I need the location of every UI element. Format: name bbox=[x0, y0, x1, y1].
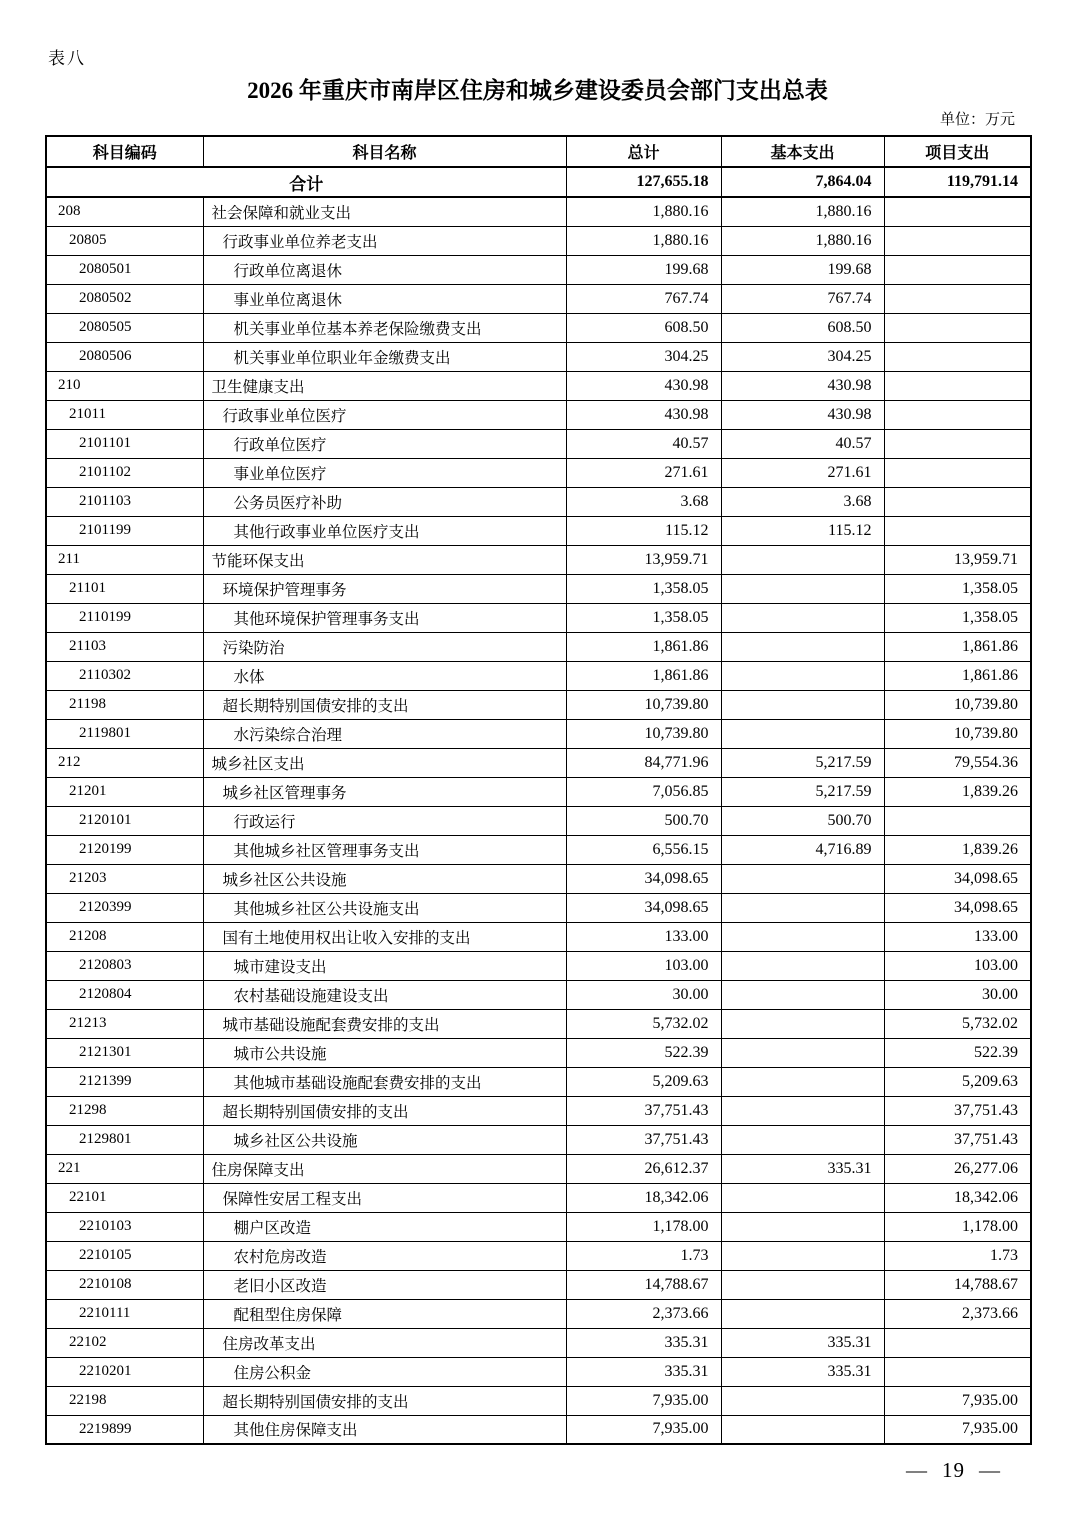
subject-code-cell: 21208 bbox=[46, 922, 203, 951]
total-value-cell: 335.31 bbox=[566, 1328, 721, 1357]
total-value-cell: 103.00 bbox=[566, 951, 721, 980]
project-value-cell: 34,098.65 bbox=[884, 893, 1031, 922]
total-value-cell: 37,751.43 bbox=[566, 1096, 721, 1125]
project-value-cell: 103.00 bbox=[884, 951, 1031, 980]
table-row bbox=[46, 400, 1031, 429]
project-value-cell bbox=[884, 458, 1031, 487]
basic-value-cell bbox=[721, 690, 884, 719]
basic-value-cell bbox=[721, 951, 884, 980]
total-value-cell: 13,959.71 bbox=[566, 545, 721, 574]
subject-code-cell: 211 bbox=[46, 545, 203, 574]
total-value-cell: 271.61 bbox=[566, 458, 721, 487]
basic-value-cell: 335.31 bbox=[721, 1154, 884, 1183]
subject-name-cell: 超长期特别国债安排的支出 bbox=[203, 690, 566, 719]
total-value-cell: 7,935.00 bbox=[566, 1386, 721, 1415]
subject-name-cell: 公务员医疗补助 bbox=[203, 487, 566, 516]
table-row bbox=[46, 371, 1031, 400]
subject-code-cell: 2101101 bbox=[46, 429, 203, 458]
basic-value-cell bbox=[721, 661, 884, 690]
total-value-cell: 34,098.65 bbox=[566, 864, 721, 893]
basic-value-cell bbox=[721, 1212, 884, 1241]
subject-name-cell: 社会保障和就业支出 bbox=[203, 197, 566, 226]
project-value-cell: 7,935.00 bbox=[884, 1386, 1031, 1415]
column-header-project: 项目支出 bbox=[884, 136, 1031, 167]
subject-name-cell: 其他城乡社区公共设施支出 bbox=[203, 893, 566, 922]
column-header-total: 总计 bbox=[566, 136, 721, 167]
project-value-cell: 133.00 bbox=[884, 922, 1031, 951]
project-value-cell bbox=[884, 516, 1031, 545]
project-value-cell bbox=[884, 400, 1031, 429]
total-value-cell: 10,739.80 bbox=[566, 719, 721, 748]
basic-value-cell bbox=[721, 922, 884, 951]
table-row bbox=[46, 574, 1031, 603]
total-value-cell: 2,373.66 bbox=[566, 1299, 721, 1328]
unit-note: 单位：万元 bbox=[939, 112, 1015, 128]
total-value-cell: 14,788.67 bbox=[566, 1270, 721, 1299]
subject-code-cell: 22102 bbox=[46, 1328, 203, 1357]
total-value-cell: 608.50 bbox=[566, 313, 721, 342]
subject-name-cell: 农村危房改造 bbox=[203, 1241, 566, 1270]
subject-name-cell: 机关事业单位职业年金缴费支出 bbox=[203, 342, 566, 371]
total-value-cell: 30.00 bbox=[566, 980, 721, 1009]
basic-value-cell: 430.98 bbox=[721, 371, 884, 400]
subject-name-cell: 节能环保支出 bbox=[203, 545, 566, 574]
basic-value-cell bbox=[721, 1386, 884, 1415]
table-row bbox=[46, 1154, 1031, 1183]
subject-name-cell: 城乡社区公共设施 bbox=[203, 864, 566, 893]
table-row bbox=[46, 835, 1031, 864]
basic-value-cell bbox=[721, 864, 884, 893]
subject-code-cell: 2219899 bbox=[46, 1415, 203, 1444]
basic-value-cell: 335.31 bbox=[721, 1357, 884, 1386]
column-header-basic: 基本支出 bbox=[721, 136, 884, 167]
total-value-cell: 6,556.15 bbox=[566, 835, 721, 864]
subject-code-cell: 2121399 bbox=[46, 1067, 203, 1096]
table-row bbox=[46, 603, 1031, 632]
subject-code-cell: 208 bbox=[46, 197, 203, 226]
subject-name-cell: 农村基础设施建设支出 bbox=[203, 980, 566, 1009]
subject-name-cell: 棚户区改造 bbox=[203, 1212, 566, 1241]
project-value-cell bbox=[884, 1328, 1031, 1357]
subject-name-cell: 其他城市基础设施配套费安排的支出 bbox=[203, 1067, 566, 1096]
grand-total-label: 合计 bbox=[46, 167, 566, 197]
table-row bbox=[46, 1415, 1031, 1444]
project-value-cell: 1,861.86 bbox=[884, 632, 1031, 661]
subject-code-cell: 2120803 bbox=[46, 951, 203, 980]
project-value-cell: 26,277.06 bbox=[884, 1154, 1031, 1183]
table-row bbox=[46, 1241, 1031, 1270]
project-value-cell: 37,751.43 bbox=[884, 1096, 1031, 1125]
grand-total-row bbox=[46, 167, 1031, 197]
subject-code-cell: 2121301 bbox=[46, 1038, 203, 1067]
table-row bbox=[46, 1067, 1031, 1096]
page-number-dash-left: — bbox=[906, 1458, 928, 1482]
project-value-cell: 5,209.63 bbox=[884, 1067, 1031, 1096]
table-row bbox=[46, 1038, 1031, 1067]
table-row bbox=[46, 342, 1031, 371]
grand-total-project-value: 119,791.14 bbox=[884, 167, 1031, 197]
subject-code-cell: 2080501 bbox=[46, 255, 203, 284]
total-value-cell: 1,880.16 bbox=[566, 197, 721, 226]
subject-name-cell: 城乡社区支出 bbox=[203, 748, 566, 777]
project-value-cell: 10,739.80 bbox=[884, 690, 1031, 719]
table-row bbox=[46, 1270, 1031, 1299]
subject-name-cell: 行政单位离退休 bbox=[203, 255, 566, 284]
basic-value-cell: 335.31 bbox=[721, 1328, 884, 1357]
project-value-cell: 5,732.02 bbox=[884, 1009, 1031, 1038]
table-row bbox=[46, 748, 1031, 777]
subject-name-cell: 超长期特别国债安排的支出 bbox=[203, 1096, 566, 1125]
subject-code-cell: 2101103 bbox=[46, 487, 203, 516]
basic-value-cell bbox=[721, 1125, 884, 1154]
basic-value-cell: 1,880.16 bbox=[721, 226, 884, 255]
basic-value-cell: 115.12 bbox=[721, 516, 884, 545]
page-number-dash-right: — bbox=[979, 1458, 1001, 1482]
table-row bbox=[46, 226, 1031, 255]
basic-value-cell bbox=[721, 1009, 884, 1038]
table-row bbox=[46, 980, 1031, 1009]
subject-code-cell: 2120804 bbox=[46, 980, 203, 1009]
table-row bbox=[46, 1386, 1031, 1415]
basic-value-cell: 608.50 bbox=[721, 313, 884, 342]
subject-code-cell: 21201 bbox=[46, 777, 203, 806]
project-value-cell: 34,098.65 bbox=[884, 864, 1031, 893]
subject-code-cell: 212 bbox=[46, 748, 203, 777]
table-row bbox=[46, 690, 1031, 719]
total-value-cell: 1,358.05 bbox=[566, 574, 721, 603]
basic-value-cell bbox=[721, 1241, 884, 1270]
subject-name-cell: 住房改革支出 bbox=[203, 1328, 566, 1357]
table-row bbox=[46, 1357, 1031, 1386]
table-row bbox=[46, 1328, 1031, 1357]
total-value-cell: 1,880.16 bbox=[566, 226, 721, 255]
table-row bbox=[46, 1183, 1031, 1212]
total-value-cell: 115.12 bbox=[566, 516, 721, 545]
basic-value-cell: 5,217.59 bbox=[721, 748, 884, 777]
total-value-cell: 1.73 bbox=[566, 1241, 721, 1270]
table-row bbox=[46, 1009, 1031, 1038]
table-label: 表八 bbox=[48, 49, 86, 68]
subject-name-cell: 住房保障支出 bbox=[203, 1154, 566, 1183]
table-row bbox=[46, 951, 1031, 980]
total-value-cell: 5,209.63 bbox=[566, 1067, 721, 1096]
project-value-cell bbox=[884, 1357, 1031, 1386]
project-value-cell: 30.00 bbox=[884, 980, 1031, 1009]
total-value-cell: 1,861.86 bbox=[566, 632, 721, 661]
project-value-cell: 13,959.71 bbox=[884, 545, 1031, 574]
total-value-cell: 18,342.06 bbox=[566, 1183, 721, 1212]
total-value-cell: 430.98 bbox=[566, 371, 721, 400]
basic-value-cell bbox=[721, 1067, 884, 1096]
total-value-cell: 7,935.00 bbox=[566, 1415, 721, 1444]
subject-name-cell: 行政单位医疗 bbox=[203, 429, 566, 458]
subject-name-cell: 城市建设支出 bbox=[203, 951, 566, 980]
subject-code-cell: 2210105 bbox=[46, 1241, 203, 1270]
project-value-cell: 1,358.05 bbox=[884, 603, 1031, 632]
subject-name-cell: 机关事业单位基本养老保险缴费支出 bbox=[203, 313, 566, 342]
project-value-cell bbox=[884, 342, 1031, 371]
table-row bbox=[46, 1212, 1031, 1241]
subject-name-cell: 老旧小区改造 bbox=[203, 1270, 566, 1299]
total-value-cell: 40.57 bbox=[566, 429, 721, 458]
subject-code-cell: 2080505 bbox=[46, 313, 203, 342]
project-value-cell: 14,788.67 bbox=[884, 1270, 1031, 1299]
column-header-subject-name: 科目名称 bbox=[203, 136, 566, 167]
subject-name-cell: 水体 bbox=[203, 661, 566, 690]
total-value-cell: 767.74 bbox=[566, 284, 721, 313]
subject-code-cell: 2120199 bbox=[46, 835, 203, 864]
subject-code-cell: 2210103 bbox=[46, 1212, 203, 1241]
basic-value-cell: 1,880.16 bbox=[721, 197, 884, 226]
basic-value-cell: 5,217.59 bbox=[721, 777, 884, 806]
page-number-value: 19 bbox=[942, 1458, 965, 1482]
basic-value-cell: 271.61 bbox=[721, 458, 884, 487]
total-value-cell: 34,098.65 bbox=[566, 893, 721, 922]
table-row bbox=[46, 893, 1031, 922]
table-row bbox=[46, 1125, 1031, 1154]
project-value-cell: 1,178.00 bbox=[884, 1212, 1031, 1241]
subject-name-cell: 环境保护管理事务 bbox=[203, 574, 566, 603]
basic-value-cell bbox=[721, 1096, 884, 1125]
subject-code-cell: 2129801 bbox=[46, 1125, 203, 1154]
project-value-cell: 79,554.36 bbox=[884, 748, 1031, 777]
subject-code-cell: 2080506 bbox=[46, 342, 203, 371]
basic-value-cell: 430.98 bbox=[721, 400, 884, 429]
table-row bbox=[46, 864, 1031, 893]
basic-value-cell: 3.68 bbox=[721, 487, 884, 516]
subject-name-cell: 城乡社区管理事务 bbox=[203, 777, 566, 806]
project-value-cell: 1,358.05 bbox=[884, 574, 1031, 603]
subject-code-cell: 2120399 bbox=[46, 893, 203, 922]
page-number bbox=[45, 1458, 1015, 1483]
subject-code-cell: 21213 bbox=[46, 1009, 203, 1038]
basic-value-cell: 199.68 bbox=[721, 255, 884, 284]
project-value-cell: 7,935.00 bbox=[884, 1415, 1031, 1444]
table-row bbox=[46, 487, 1031, 516]
budget-table-body bbox=[46, 167, 1031, 1444]
subject-code-cell: 210 bbox=[46, 371, 203, 400]
subject-code-cell: 21011 bbox=[46, 400, 203, 429]
basic-value-cell bbox=[721, 1270, 884, 1299]
subject-name-cell: 行政事业单位养老支出 bbox=[203, 226, 566, 255]
total-value-cell: 500.70 bbox=[566, 806, 721, 835]
total-value-cell: 430.98 bbox=[566, 400, 721, 429]
subject-code-cell: 2101199 bbox=[46, 516, 203, 545]
subject-code-cell: 22198 bbox=[46, 1386, 203, 1415]
subject-code-cell: 21203 bbox=[46, 864, 203, 893]
basic-value-cell: 4,716.89 bbox=[721, 835, 884, 864]
table-row bbox=[46, 806, 1031, 835]
subject-name-cell: 超长期特别国债安排的支出 bbox=[203, 1386, 566, 1415]
total-value-cell: 199.68 bbox=[566, 255, 721, 284]
subject-code-cell: 2210111 bbox=[46, 1299, 203, 1328]
subject-name-cell: 事业单位离退休 bbox=[203, 284, 566, 313]
basic-value-cell bbox=[721, 574, 884, 603]
table-row bbox=[46, 922, 1031, 951]
page-title: 2026 年重庆市南岸区住房和城乡建设委员会部门支出总表 bbox=[247, 78, 828, 103]
subject-name-cell: 其他环境保护管理事务支出 bbox=[203, 603, 566, 632]
project-value-cell: 1.73 bbox=[884, 1241, 1031, 1270]
basic-value-cell bbox=[721, 980, 884, 1009]
basic-value-cell: 500.70 bbox=[721, 806, 884, 835]
total-value-cell: 335.31 bbox=[566, 1357, 721, 1386]
project-value-cell: 18,342.06 bbox=[884, 1183, 1031, 1212]
basic-value-cell bbox=[721, 1299, 884, 1328]
subject-code-cell: 20805 bbox=[46, 226, 203, 255]
basic-value-cell bbox=[721, 1038, 884, 1067]
subject-name-cell: 污染防治 bbox=[203, 632, 566, 661]
subject-code-cell: 2110302 bbox=[46, 661, 203, 690]
subject-name-cell: 国有土地使用权出让收入安排的支出 bbox=[203, 922, 566, 951]
table-row bbox=[46, 255, 1031, 284]
subject-code-cell: 2080502 bbox=[46, 284, 203, 313]
total-value-cell: 7,056.85 bbox=[566, 777, 721, 806]
subject-code-cell: 2101102 bbox=[46, 458, 203, 487]
subject-name-cell: 城市基础设施配套费安排的支出 bbox=[203, 1009, 566, 1038]
total-value-cell: 304.25 bbox=[566, 342, 721, 371]
grand-total-total-value: 127,655.18 bbox=[566, 167, 721, 197]
table-row bbox=[46, 429, 1031, 458]
total-value-cell: 10,739.80 bbox=[566, 690, 721, 719]
subject-name-cell: 行政运行 bbox=[203, 806, 566, 835]
subject-code-cell: 221 bbox=[46, 1154, 203, 1183]
total-value-cell: 26,612.37 bbox=[566, 1154, 721, 1183]
table-row bbox=[46, 1299, 1031, 1328]
total-value-cell: 3.68 bbox=[566, 487, 721, 516]
basic-value-cell: 304.25 bbox=[721, 342, 884, 371]
subject-code-cell: 2120101 bbox=[46, 806, 203, 835]
basic-value-cell bbox=[721, 893, 884, 922]
table-row bbox=[46, 458, 1031, 487]
table-row bbox=[46, 661, 1031, 690]
subject-name-cell: 城乡社区公共设施 bbox=[203, 1125, 566, 1154]
subject-name-cell: 事业单位医疗 bbox=[203, 458, 566, 487]
project-value-cell bbox=[884, 371, 1031, 400]
subject-code-cell: 21198 bbox=[46, 690, 203, 719]
subject-name-cell: 其他行政事业单位医疗支出 bbox=[203, 516, 566, 545]
subject-name-cell: 保障性安居工程支出 bbox=[203, 1183, 566, 1212]
subject-code-cell: 22101 bbox=[46, 1183, 203, 1212]
basic-value-cell bbox=[721, 1415, 884, 1444]
table-row bbox=[46, 632, 1031, 661]
basic-value-cell bbox=[721, 545, 884, 574]
subject-code-cell: 2210201 bbox=[46, 1357, 203, 1386]
total-value-cell: 37,751.43 bbox=[566, 1125, 721, 1154]
basic-value-cell bbox=[721, 632, 884, 661]
project-value-cell bbox=[884, 429, 1031, 458]
subject-code-cell: 21298 bbox=[46, 1096, 203, 1125]
subject-code-cell: 2210108 bbox=[46, 1270, 203, 1299]
total-value-cell: 133.00 bbox=[566, 922, 721, 951]
project-value-cell: 37,751.43 bbox=[884, 1125, 1031, 1154]
basic-value-cell: 767.74 bbox=[721, 284, 884, 313]
subject-name-cell: 其他城乡社区管理事务支出 bbox=[203, 835, 566, 864]
table-row bbox=[46, 313, 1031, 342]
basic-value-cell bbox=[721, 1183, 884, 1212]
project-value-cell bbox=[884, 806, 1031, 835]
project-value-cell: 2,373.66 bbox=[884, 1299, 1031, 1328]
project-value-cell: 1,839.26 bbox=[884, 835, 1031, 864]
project-value-cell bbox=[884, 313, 1031, 342]
subject-code-cell: 2110199 bbox=[46, 603, 203, 632]
basic-value-cell bbox=[721, 603, 884, 632]
project-value-cell bbox=[884, 197, 1031, 226]
total-value-cell: 5,732.02 bbox=[566, 1009, 721, 1038]
subject-name-cell: 其他住房保障支出 bbox=[203, 1415, 566, 1444]
subject-name-cell: 行政事业单位医疗 bbox=[203, 400, 566, 429]
subject-name-cell: 住房公积金 bbox=[203, 1357, 566, 1386]
total-value-cell: 84,771.96 bbox=[566, 748, 721, 777]
project-value-cell: 1,861.86 bbox=[884, 661, 1031, 690]
project-value-cell bbox=[884, 226, 1031, 255]
table-header-row bbox=[46, 136, 1031, 167]
total-value-cell: 522.39 bbox=[566, 1038, 721, 1067]
table-row bbox=[46, 777, 1031, 806]
basic-value-cell bbox=[721, 719, 884, 748]
project-value-cell bbox=[884, 284, 1031, 313]
total-value-cell: 1,358.05 bbox=[566, 603, 721, 632]
subject-code-cell: 21103 bbox=[46, 632, 203, 661]
subject-name-cell: 城市公共设施 bbox=[203, 1038, 566, 1067]
table-row bbox=[46, 284, 1031, 313]
subject-name-cell: 配租型住房保障 bbox=[203, 1299, 566, 1328]
column-header-subject-code: 科目编码 bbox=[46, 136, 203, 167]
subject-code-cell: 2119801 bbox=[46, 719, 203, 748]
total-value-cell: 1,178.00 bbox=[566, 1212, 721, 1241]
table-row bbox=[46, 719, 1031, 748]
project-value-cell bbox=[884, 255, 1031, 284]
project-value-cell: 10,739.80 bbox=[884, 719, 1031, 748]
total-value-cell: 1,861.86 bbox=[566, 661, 721, 690]
subject-code-cell: 21101 bbox=[46, 574, 203, 603]
table-row bbox=[46, 545, 1031, 574]
grand-total-basic-value: 7,864.04 bbox=[721, 167, 884, 197]
table-row bbox=[46, 516, 1031, 545]
project-value-cell bbox=[884, 487, 1031, 516]
subject-name-cell: 水污染综合治理 bbox=[203, 719, 566, 748]
subject-name-cell: 卫生健康支出 bbox=[203, 371, 566, 400]
table-row bbox=[46, 1096, 1031, 1125]
project-value-cell: 1,839.26 bbox=[884, 777, 1031, 806]
project-value-cell: 522.39 bbox=[884, 1038, 1031, 1067]
table-row bbox=[46, 197, 1031, 226]
basic-value-cell: 40.57 bbox=[721, 429, 884, 458]
budget-table bbox=[45, 135, 1032, 1445]
